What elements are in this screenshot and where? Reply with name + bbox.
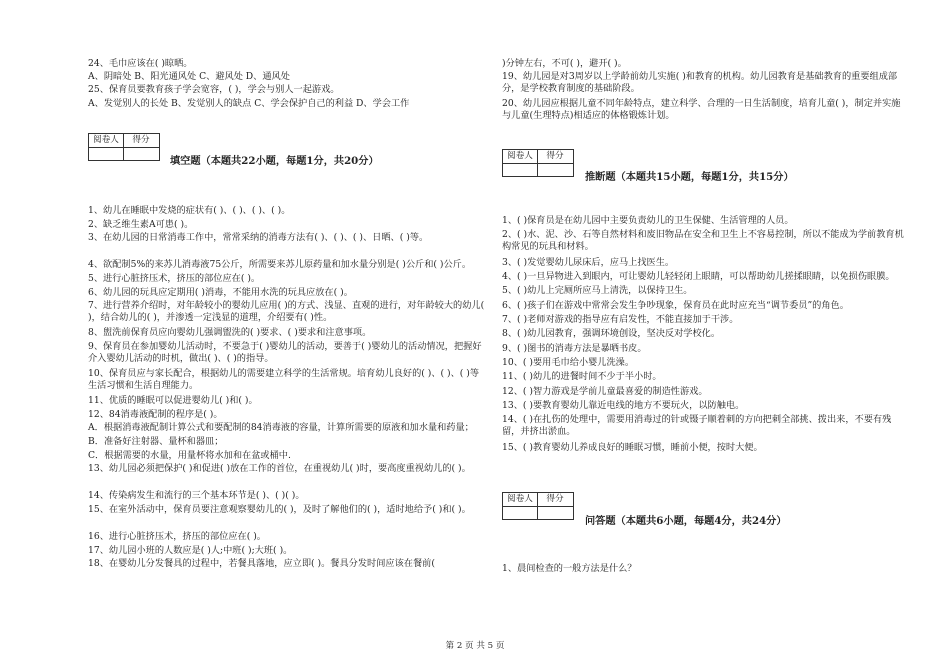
score-box-judge bbox=[502, 149, 574, 177]
score-box-qa bbox=[502, 492, 574, 520]
reviewer-label: 阅卷人 bbox=[89, 134, 124, 147]
section-title-fill: 填空题（本题共22小题，每题1分，共20分） bbox=[170, 155, 379, 167]
score-label: 得分 bbox=[132, 135, 150, 145]
question-item: 7、进行营养介绍时，对年龄较小的婴幼儿应用( )的方式、浅显、直观的进行，对年龄较大的幼儿( )，结合幼儿的( )，并渗透一定浅显的道理，介绍要有( )性。 bbox=[88, 300, 485, 324]
score-label: 得分 bbox=[546, 151, 564, 161]
question-item: 5、进行心脏挤压术，挤压的部位应在( )。 bbox=[88, 273, 261, 284]
question-item: A、阴暗处 B、阳光通风处 C、避风处 D、通风处 bbox=[88, 71, 290, 83]
question-item: 3、( )发觉婴幼儿尿床后，应马上找医生。 bbox=[502, 256, 675, 268]
question-item: 16、进行心脏挤压术，挤压的部位应在( )。 bbox=[88, 530, 266, 542]
question-item: 6、幼儿园的玩具应定期用( )消毒，不能用水洗的玩具应放在( )。 bbox=[88, 286, 353, 298]
question-item: 12、( )智力游戏是学前儿童最喜爱的制造性游戏。 bbox=[502, 385, 708, 397]
question-item: 15、在室外活动中，保育员要注意观察婴幼儿的( )，及时了解他们的( )，适时地给予( )和( )。 bbox=[88, 503, 471, 515]
question-item: 9、保育员在参加婴幼儿活动时，不要急于( )婴幼儿的活动，要善于( )婴幼儿的活动情况，把握好介入婴幼儿活动的时机，做出( )、( )的指导。 bbox=[88, 341, 482, 364]
question-item: 15、( )教育婴幼儿养成良好的睡眠习惯，睡前小便，按时大便。 bbox=[502, 441, 763, 453]
score-box-fill bbox=[88, 133, 160, 161]
reviewer-label: 阅卷人 bbox=[503, 493, 538, 506]
question-item: 13、幼儿园必须把保护( )和促进( )放在工作的首位，在重视幼儿( )时，要高度重视幼儿的( )。 bbox=[88, 463, 471, 475]
question-item: 7、( )老师对游戏的指导应有启发性，不能直接加于干涉。 bbox=[502, 314, 739, 325]
question-item: 17、幼儿园小班的人数应是( )人;中班( );大班( )。 bbox=[88, 544, 293, 556]
question-item: 9、( )图书的消毒方法是暴晒书皮。 bbox=[502, 342, 647, 354]
page-footer: 第 2 页 共 5 页 bbox=[445, 641, 505, 651]
question-item: 14、传染病发生和流行的三个基本环节是( )、( )( )。 bbox=[88, 490, 305, 502]
question-item: 20、幼儿园应根据儿童不同年龄特点，建立科学、合理的一日生活制度，培育儿童( )，制定并实施与儿童(生理特点)相适应的体格锻炼计划。 bbox=[502, 97, 901, 121]
question-item: 11、优质的睡眠可以促进婴幼儿( )和( )。 bbox=[88, 394, 258, 406]
question-item: 1、幼儿在睡眠中发烧的症状有( )、( )、( )、( )。 bbox=[88, 205, 291, 216]
question-item: 1、晨间检查的一般方法是什么？ bbox=[502, 563, 637, 574]
question-item: 6、( )孩子们在游戏中常常会发生争吵现象，保育员在此时应充当“调节委员”的角色。 bbox=[502, 299, 849, 311]
question-item: 4、( )一旦异物进入到眼内，可让婴幼儿轻轻闭上眼睛，可以帮助幼儿搓揉眼睛，以免损伤眼膜。 bbox=[502, 271, 895, 283]
question-item: 4、欲配制5%的来苏儿消毒液75公斤，所需要来苏儿原药量和加水量分别是( )公斤和( )公斤。 bbox=[88, 259, 472, 271]
question-item: )分钟左右，不可( )，避开( )。 bbox=[502, 58, 627, 69]
score-label: 得分 bbox=[546, 494, 564, 504]
question-item: 8、( )幼儿园教育，强调环境创设，坚决反对学校化。 bbox=[502, 328, 721, 340]
question-item: C．根据需要的水量，用量杯将水加和在盆或桶中. bbox=[88, 449, 291, 461]
question-item: 2、缺乏维生素A可患( )。 bbox=[88, 218, 194, 230]
question-item: 5、( )幼儿上完厕所应马上清洗，以保持卫生。 bbox=[502, 285, 693, 297]
reviewer-label: 阅卷人 bbox=[503, 150, 538, 163]
question-item: 13、( )要教育婴幼儿靠近电线的地方不要玩火，以防触电。 bbox=[502, 399, 745, 411]
question-item: A、发觉别人的长处 B、发觉别人的缺点 C、学会保护自己的利益 D、学会工作 bbox=[88, 97, 410, 109]
question-item: 10、( )要用毛巾给小婴儿洗澡。 bbox=[502, 356, 635, 368]
question-item: 18、在婴幼儿分发餐具的过程中，若餐具落地，应立即( )。餐具分发时间应该在餐前( bbox=[88, 558, 435, 570]
question-item: 8、盥洗前保育员应向婴幼儿强调盥洗的( )要求、( )要求和注意事项。 bbox=[88, 327, 372, 339]
question-item: 12、84消毒液配制的程序是( )。 bbox=[88, 408, 223, 420]
question-item: 10、保育员应与家长配合，根据幼儿的需要建立科学的生活常规。培育幼儿良好的( )、( )、( )等生活习惯和生活自理能力。 bbox=[88, 367, 480, 391]
question-item: B．准备好注射器、量杯和器皿； bbox=[88, 435, 224, 447]
section-title-qa: 问答题（本题共6小题，每题4分，共24分） bbox=[585, 515, 787, 527]
question-item: 3、在幼儿园的日常消毒工作中，常常采纳的消毒方法有( )、( )、( )、日晒、( )等。 bbox=[88, 232, 429, 244]
question-item: 1、( )保育员是在幼儿园中主要负责幼儿的卫生保健、生活管理的人员。 bbox=[502, 215, 794, 226]
question-item: A．根据消毒液配制计算公式和要配制的84消毒液的容量，计算所需要的原液和加水量和药量； bbox=[88, 422, 474, 434]
question-item: 19、幼儿园是对3周岁以上学龄前幼儿实施( )和教育的机构。幼儿园教育是基础教育的重要组成部分，是学校教育制度的基础阶段。 bbox=[502, 71, 898, 95]
question-item: 11、( )幼儿的进餐时间不少于半小时。 bbox=[502, 371, 662, 383]
question-item: 2、( )水、泥、沙、石等自然材料和废旧物品在安全和卫生上不容易控制，所以不能成为学前教育机构常见的玩具和材料。 bbox=[502, 229, 904, 253]
question-item: 14、( )在扎伤的处理中，需要用消毒过的针或镊子顺着刺的方向把刺全部挑、拨出来，不要有残留，并挤出淤血。 bbox=[502, 414, 892, 438]
question-item: 25、保育员要教育孩子学会宽容，( )，学会与别人一起游戏。 bbox=[88, 84, 340, 96]
section-title-judge: 推断题（本题共15小题，每题1分，共15分） bbox=[585, 171, 794, 183]
question-item: 24、毛巾应该在( )晾晒。 bbox=[88, 58, 193, 69]
